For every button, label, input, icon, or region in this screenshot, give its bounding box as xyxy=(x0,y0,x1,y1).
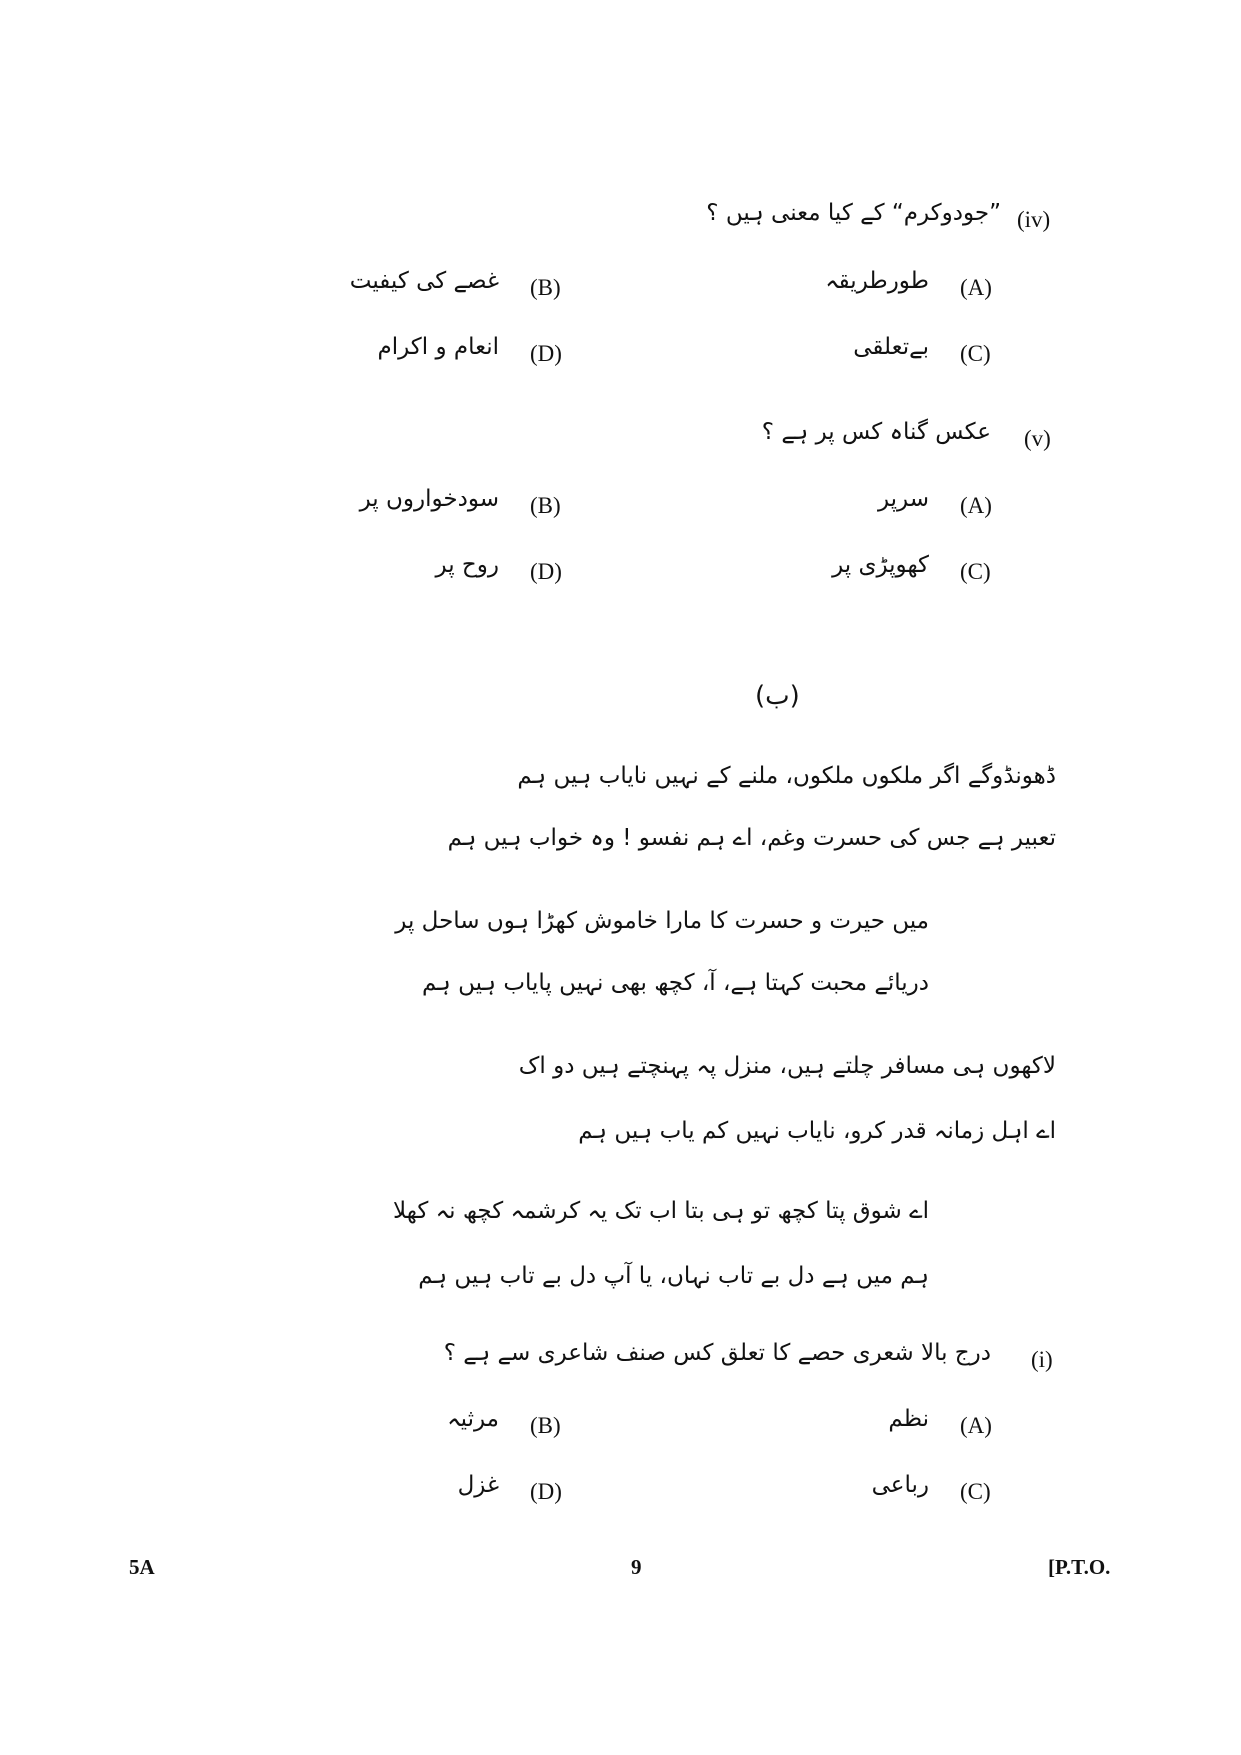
option-label: (D) xyxy=(530,559,562,584)
poem-line: دریائے محبت کہتا ہے، آ، کچھ بھی نہیں پایاب ہیں ہم xyxy=(421,970,929,996)
question-number: (iv) xyxy=(1017,207,1051,232)
option-label: (D) xyxy=(530,341,562,366)
poem-line: اے اہل زمانہ قدر کرو، نایاب نہیں کم یاب ہیں ہم xyxy=(578,1118,1056,1144)
option-label: (D) xyxy=(530,1479,562,1504)
option-text: غزل xyxy=(457,1472,499,1498)
pto-label: [P.T.O. xyxy=(1048,1555,1111,1579)
section-heading: (ب) xyxy=(755,681,800,711)
question-text: عکس گناہ کس پر ہے ؟ xyxy=(761,419,991,445)
option-label: (B) xyxy=(530,275,561,300)
option-text: سودخواروں پر xyxy=(359,486,499,512)
poem-line: میں حیرت و حسرت کا مارا خاموش کھڑا ہوں ساحل پر xyxy=(395,908,929,934)
option-label: (A) xyxy=(960,275,992,300)
option-text: مرثیہ xyxy=(447,1406,499,1432)
option-text: سرپر xyxy=(877,486,929,512)
option-label: (B) xyxy=(530,493,561,518)
option-text: طورطریقہ xyxy=(825,268,929,294)
option-label: (C) xyxy=(960,1479,991,1504)
poem-line: تعبیر ہے جس کی حسرت وغم، اے ہم نفسو ! وہ خواب ہیں ہم xyxy=(447,825,1056,851)
option-label: (B) xyxy=(530,1413,561,1438)
option-label: (C) xyxy=(960,559,991,584)
question-number: (i) xyxy=(1031,1347,1053,1372)
option-label: (A) xyxy=(960,493,992,518)
poem-line: ہم میں ہے دل بے تاب نہاں، یا آپ دل بے تاب ہیں ہم xyxy=(418,1263,929,1289)
option-label: (C) xyxy=(960,341,991,366)
option-text: بےتعلقی xyxy=(853,334,929,360)
option-text: انعام و اکرام xyxy=(377,334,499,360)
option-text: رباعی xyxy=(871,1472,929,1498)
poem-line: ڈھونڈوگے اگر ملکوں ملکوں، ملنے کے نہیں نایاب ہیں ہم xyxy=(517,763,1056,789)
option-text: غصے کی کیفیت xyxy=(349,268,499,294)
question-number: (v) xyxy=(1024,426,1051,451)
poem-line: اے شوق پتا کچھ تو ہی بتا اب تک یہ کرشمہ کچھ نہ کھلا xyxy=(393,1198,929,1224)
option-label: (A) xyxy=(960,1413,992,1438)
poem-line: لاکھوں ہی مسافر چلتے ہیں، منزل پہ پہنچتے ہیں دو اک xyxy=(518,1053,1056,1079)
page-number: 9 xyxy=(631,1555,642,1579)
question-text: درج بالا شعری حصے کا تعلق کس صنف شاعری سے ہے ؟ xyxy=(443,1340,991,1366)
option-text: کھوپڑی پر xyxy=(832,552,929,578)
option-text: روح پر xyxy=(435,552,499,578)
option-text: نظم xyxy=(888,1406,929,1432)
footer-code: 5A xyxy=(129,1555,155,1579)
question-text: ”جودوکرم“ کے کیا معنی ہیں ؟ xyxy=(706,200,1001,226)
